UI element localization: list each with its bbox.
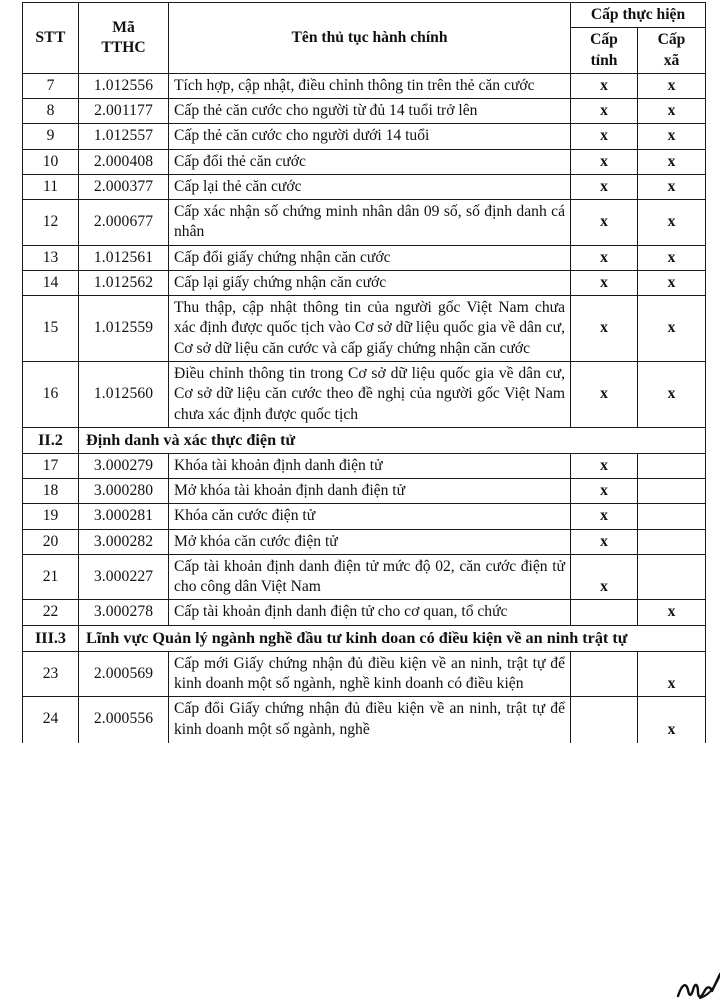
- cell-stt: 14: [23, 270, 79, 295]
- cell-ma-tthc: 1.012559: [79, 296, 169, 362]
- cell-mark-cap-tinh: x: [571, 453, 638, 478]
- column-header-stt: STT: [23, 3, 79, 74]
- cell-mark-cap-tinh: x: [571, 149, 638, 174]
- cell-mark-cap-xa: x: [638, 651, 706, 697]
- table-row: [23, 697, 706, 743]
- cell-stt: 13: [23, 245, 79, 270]
- cell-ten-thu-tuc: Cấp lại thẻ căn cước: [169, 174, 571, 199]
- cell-stt: 9: [23, 124, 79, 149]
- cell-mark-cap-xa: x: [638, 245, 706, 270]
- cell-mark-cap-tinh: [571, 697, 638, 743]
- cell-ma-tthc: 1.012556: [79, 73, 169, 98]
- column-header-ma-tthc: [79, 3, 169, 74]
- handwritten-signature-icon: [676, 966, 720, 1006]
- cell-mark-cap-tinh: x: [571, 554, 638, 600]
- cell-mark-cap-tinh: x: [571, 245, 638, 270]
- cell-mark-cap-xa: [638, 479, 706, 504]
- table-header: [23, 3, 706, 74]
- column-header-cap-thuc-hien: Cấp thực hiện: [571, 3, 706, 28]
- table-section-row: [23, 427, 706, 453]
- table-body: [23, 73, 706, 742]
- table-row: [23, 651, 706, 697]
- cell-stt: 12: [23, 200, 79, 246]
- administrative-procedures-table: [22, 2, 706, 743]
- cell-ten-thu-tuc: Cấp thẻ căn cước cho người dưới 14 tuổi: [169, 124, 571, 149]
- cell-mark-cap-tinh: x: [571, 73, 638, 98]
- cell-mark-cap-tinh: x: [571, 296, 638, 362]
- cell-mark-cap-tinh: x: [571, 200, 638, 246]
- cell-mark-cap-xa: [638, 529, 706, 554]
- cell-ma-tthc: 2.000408: [79, 149, 169, 174]
- cell-mark-cap-tinh: x: [571, 504, 638, 529]
- section-label: II.2: [23, 427, 79, 453]
- table-row: [23, 453, 706, 478]
- cell-ma-tthc: 3.000281: [79, 504, 169, 529]
- cell-ma-tthc: 2.000377: [79, 174, 169, 199]
- table-section-row: [23, 625, 706, 651]
- table-row: [23, 99, 706, 124]
- cell-stt: 24: [23, 697, 79, 743]
- section-title: Định danh và xác thực điện tử: [79, 427, 706, 453]
- column-header-cap-xa: [638, 28, 706, 74]
- table-row: [23, 361, 706, 427]
- table-row: [23, 124, 706, 149]
- cell-ten-thu-tuc: Cấp tài khoản định danh điện tử mức độ 02, căn cước điện tử cho công dân Việt Nam: [169, 554, 571, 600]
- table-row: [23, 479, 706, 504]
- cell-mark-cap-tinh: x: [571, 361, 638, 427]
- column-header-cap-tinh-line1: Cấp: [590, 31, 618, 49]
- cell-mark-cap-tinh: x: [571, 529, 638, 554]
- cell-ma-tthc: 2.001177: [79, 99, 169, 124]
- cell-stt: 20: [23, 529, 79, 554]
- cell-ten-thu-tuc: Thu thập, cập nhật thông tin của người gốc Việt Nam chưa xác định được quốc tịch vào Cơ sở dữ liệu quốc gia về dân cư, Cơ sở dữ liệu căn cước và cấp giấy chứng nhận căn cước: [169, 296, 571, 362]
- cell-ma-tthc: 1.012562: [79, 270, 169, 295]
- section-label: III.3: [23, 625, 79, 651]
- cell-stt: 23: [23, 651, 79, 697]
- table-row: [23, 174, 706, 199]
- cell-mark-cap-xa: x: [638, 99, 706, 124]
- table-row: [23, 504, 706, 529]
- cell-ten-thu-tuc: Cấp đổi Giấy chứng nhận đủ điều kiện về an ninh, trật tự để kinh doanh một số ngành, nghề: [169, 697, 571, 743]
- cell-ten-thu-tuc: Tích hợp, cập nhật, điều chỉnh thông tin trên thẻ căn cước: [169, 73, 571, 98]
- column-header-cap-tinh-line2: tỉnh: [590, 51, 618, 69]
- cell-ma-tthc: 2.000569: [79, 651, 169, 697]
- cell-ten-thu-tuc: Cấp mới Giấy chứng nhận đủ điều kiện về an ninh, trật tự để kinh doanh một số ngành, nghề kinh doanh có điều kiện: [169, 651, 571, 697]
- cell-ma-tthc: 2.000677: [79, 200, 169, 246]
- cell-ten-thu-tuc: Cấp đổi giấy chứng nhận căn cước: [169, 245, 571, 270]
- table-row: [23, 73, 706, 98]
- cell-ten-thu-tuc: Điều chỉnh thông tin trong Cơ sở dữ liệu quốc gia về dân cư, Cơ sở dữ liệu căn cước theo đề nghị của người gốc Việt Nam chưa xác định được quốc tịch: [169, 361, 571, 427]
- cell-ma-tthc: 3.000278: [79, 600, 169, 625]
- cell-mark-cap-tinh: x: [571, 270, 638, 295]
- cell-ten-thu-tuc: Khóa căn cước điện tử: [169, 504, 571, 529]
- cell-stt: 15: [23, 296, 79, 362]
- cell-mark-cap-xa: x: [638, 73, 706, 98]
- cell-ten-thu-tuc: Mở khóa căn cước điện tử: [169, 529, 571, 554]
- cell-ma-tthc: 1.012561: [79, 245, 169, 270]
- cell-stt: 19: [23, 504, 79, 529]
- column-header-cap-xa-line1: Cấp: [657, 31, 686, 49]
- cell-mark-cap-xa: x: [638, 124, 706, 149]
- table-row: [23, 529, 706, 554]
- cell-ten-thu-tuc: Cấp xác nhận số chứng minh nhân dân 09 số, số định danh cá nhân: [169, 200, 571, 246]
- column-header-ma-tthc-line1: Mã: [112, 18, 135, 36]
- column-header-cap-tinh: [571, 28, 638, 74]
- cell-ten-thu-tuc: Cấp đổi thẻ căn cước: [169, 149, 571, 174]
- cell-mark-cap-xa: x: [638, 149, 706, 174]
- section-title: Lĩnh vực Quản lý ngành nghề đầu tư kinh doan có điều kiện về an ninh trật tự: [79, 625, 706, 651]
- table-row: [23, 245, 706, 270]
- cell-ten-thu-tuc: Khóa tài khoản định danh điện tử: [169, 453, 571, 478]
- cell-mark-cap-xa: x: [638, 361, 706, 427]
- cell-mark-cap-xa: x: [638, 296, 706, 362]
- table-row: [23, 600, 706, 625]
- cell-ma-tthc: 2.000556: [79, 697, 169, 743]
- cell-mark-cap-tinh: x: [571, 479, 638, 504]
- cell-stt: 11: [23, 174, 79, 199]
- cell-ma-tthc: 1.012560: [79, 361, 169, 427]
- cell-mark-cap-tinh: [571, 651, 638, 697]
- table-row: [23, 296, 706, 362]
- cell-mark-cap-xa: [638, 453, 706, 478]
- cell-ten-thu-tuc: Cấp lại giấy chứng nhận căn cước: [169, 270, 571, 295]
- cell-ma-tthc: 3.000227: [79, 554, 169, 600]
- cell-stt: 21: [23, 554, 79, 600]
- cell-stt: 10: [23, 149, 79, 174]
- table-row: [23, 554, 706, 600]
- cell-ma-tthc: 3.000282: [79, 529, 169, 554]
- cell-mark-cap-tinh: x: [571, 99, 638, 124]
- cell-ma-tthc: 3.000280: [79, 479, 169, 504]
- cell-mark-cap-xa: [638, 504, 706, 529]
- cell-mark-cap-xa: x: [638, 270, 706, 295]
- cell-stt: 8: [23, 99, 79, 124]
- cell-mark-cap-xa: x: [638, 600, 706, 625]
- cell-ten-thu-tuc: Cấp tài khoản định danh điện tử cho cơ quan, tổ chức: [169, 600, 571, 625]
- table-row: [23, 200, 706, 246]
- column-header-ma-tthc-line2: TTHC: [101, 38, 146, 56]
- cell-stt: 18: [23, 479, 79, 504]
- column-header-ten-thu-tuc: Tên thủ tục hành chính: [169, 3, 571, 74]
- cell-mark-cap-tinh: [571, 600, 638, 625]
- cell-mark-cap-tinh: x: [571, 124, 638, 149]
- cell-mark-cap-xa: x: [638, 174, 706, 199]
- cell-stt: 22: [23, 600, 79, 625]
- column-header-cap-xa-line2: xã: [663, 51, 680, 69]
- cell-ten-thu-tuc: Mở khóa tài khoản định danh điện tử: [169, 479, 571, 504]
- cell-stt: 17: [23, 453, 79, 478]
- cell-mark-cap-tinh: x: [571, 174, 638, 199]
- cell-mark-cap-xa: [638, 554, 706, 600]
- cell-ma-tthc: 3.000279: [79, 453, 169, 478]
- cell-mark-cap-xa: x: [638, 200, 706, 246]
- table-row: [23, 270, 706, 295]
- cell-mark-cap-xa: x: [638, 697, 706, 743]
- cell-stt: 16: [23, 361, 79, 427]
- cell-ma-tthc: 1.012557: [79, 124, 169, 149]
- cell-stt: 7: [23, 73, 79, 98]
- cell-ten-thu-tuc: Cấp thẻ căn cước cho người từ đủ 14 tuổi trở lên: [169, 99, 571, 124]
- table-row: [23, 149, 706, 174]
- table-header-row-1: [23, 3, 706, 28]
